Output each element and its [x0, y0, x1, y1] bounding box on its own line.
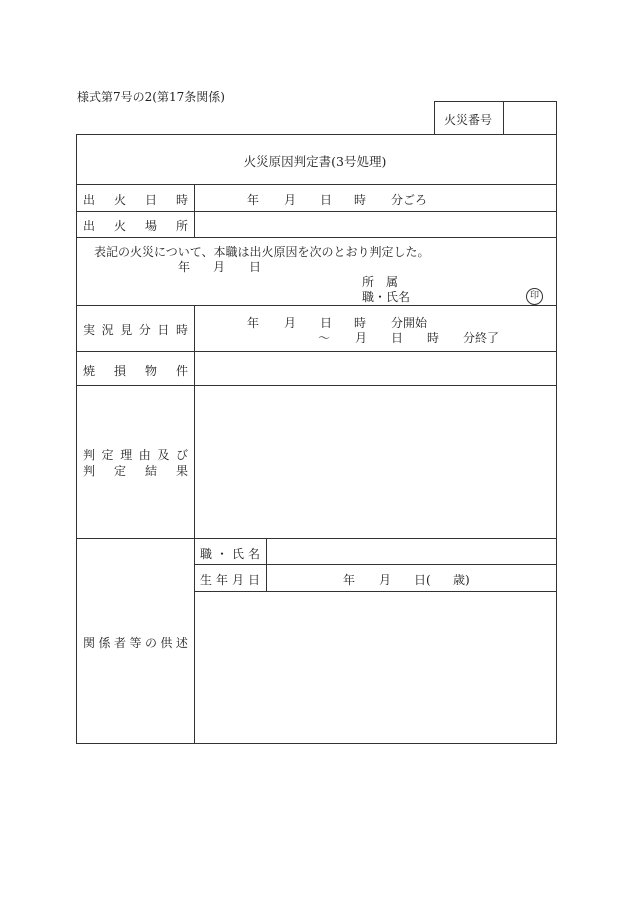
fire-number-box-top: [434, 101, 556, 102]
inspection-hour-end: 時: [427, 331, 440, 345]
statement-name-field[interactable]: [270, 541, 552, 561]
sub-label-col-sep: [266, 538, 267, 591]
row-sep-9: [194, 591, 557, 592]
row-sep-2: [76, 211, 557, 212]
row-sep-1: [76, 184, 557, 185]
form-top-border: [76, 134, 557, 135]
inspection-day-end: 日: [391, 331, 404, 345]
form-title: 火災原因判定書(3号処理): [243, 154, 387, 169]
outbreak-day: 日: [320, 193, 333, 207]
inspection-month-end: 月: [355, 331, 368, 345]
outbreak-minute: 分ごろ: [391, 193, 428, 207]
form-id: 様式第7号の2(第17条関係): [77, 90, 225, 104]
statement-label: 関 係 者 等 の 供 述: [83, 636, 188, 650]
row-sep-8: [194, 564, 557, 565]
form-right-border: [556, 101, 557, 744]
inspection-hour: 時: [354, 316, 367, 330]
statement-birth-label: 生 年 月 日: [200, 573, 260, 587]
declaration-month: 月: [213, 260, 226, 274]
outbreak-year: 年: [247, 193, 260, 207]
outbreak-datetime-label: 出 火 日 時: [83, 193, 188, 207]
fire-number-label: 火災番号: [444, 113, 493, 127]
inspection-start: 分開始: [391, 316, 428, 330]
statement-body-field[interactable]: [198, 594, 552, 740]
fire-number-box-left: [434, 101, 435, 134]
fire-number-box-divider: [503, 101, 504, 134]
birth-year: 年: [343, 573, 356, 587]
form-bottom-border: [76, 743, 557, 744]
row-sep-6: [76, 385, 557, 386]
inspection-datetime-label: 実 況 見 分 日 時: [83, 323, 188, 337]
inspection-day: 日: [320, 316, 333, 330]
affiliation-label: 所 属: [362, 275, 399, 289]
damaged-items-field[interactable]: [198, 354, 552, 382]
judgment-label-line2: 判 定 結 果: [83, 464, 188, 478]
fire-number-field[interactable]: [508, 106, 552, 130]
inspection-year: 年: [247, 316, 260, 330]
birth-age: 歳): [453, 573, 470, 587]
declaration-day: 日: [249, 260, 262, 274]
outbreak-hour: 時: [354, 193, 367, 207]
statement-name-label: 職 ・ 氏 名: [200, 547, 260, 561]
outbreak-month: 月: [284, 193, 297, 207]
row-sep-4: [76, 305, 557, 306]
outbreak-place-field[interactable]: [198, 213, 552, 235]
declaration-text: 表記の火災について、本職は出火原因を次のとおり判定した。: [94, 245, 430, 259]
form-left-border: [76, 134, 77, 744]
row-sep-5: [76, 351, 557, 352]
inspection-tilde: 〜: [318, 331, 331, 345]
inspection-end: 分終了: [463, 331, 500, 345]
damaged-items-label: 焼 損 物 件: [83, 364, 188, 378]
declaration-year: 年: [178, 260, 191, 274]
label-col-sep-b: [194, 305, 195, 743]
seal-icon: 印: [526, 288, 543, 305]
birth-month: 月: [379, 573, 392, 587]
row-sep-7: [76, 538, 557, 539]
label-col-sep-a: [194, 184, 195, 237]
outbreak-place-label: 出 火 場 所: [83, 219, 188, 233]
inspector-name-label: 職・氏名: [362, 290, 411, 304]
row-sep-3: [76, 237, 557, 238]
inspection-month: 月: [284, 316, 297, 330]
judgment-label-line1: 判 定 理 由 及 び: [83, 448, 188, 462]
judgment-field[interactable]: [198, 389, 552, 535]
birth-day: 日(: [414, 573, 431, 587]
